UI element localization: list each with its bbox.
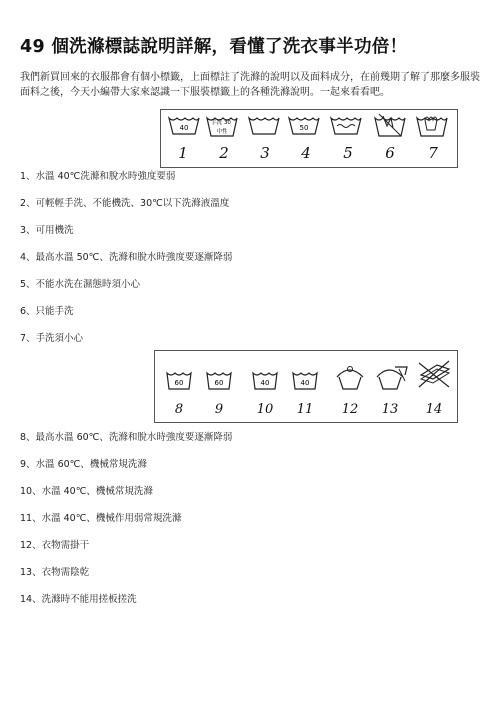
care-symbols-figure-1 — [160, 109, 458, 168]
wash-tub-wavy-icon — [331, 118, 361, 134]
hang-dry-icon — [337, 367, 363, 390]
wash-tub-50-icon — [289, 118, 319, 134]
svg-text:60: 60 — [214, 379, 224, 387]
list-item: 11、水溫 40℃、機械作用弱常規洗滌 — [20, 513, 182, 524]
figure-number-label: 5 — [343, 144, 353, 162]
list-item: 14、洗滌時不能用搓板搓洗 — [20, 594, 137, 605]
list-item: 4、最高水溫 50℃、洗滌和脫水時強度要逐漸降弱 — [20, 252, 233, 263]
intro-paragraph: 我們新買回來的衣服都會有個小標籤，上面標註了洗滌的說明以及面料成分，在前幾期了解了那麼多服裝面料之後，今天小編帶大家來認識一下服裝標籤上的各種洗滌說明。一起來看看吧。 — [20, 72, 480, 98]
figure-number-label: 8 — [174, 402, 184, 417]
page-title: 49 個洗滌標誌說明詳解，看懂了洗衣事半功倍！ — [20, 37, 408, 57]
shade-dry-icon — [377, 367, 407, 389]
list-item: 12、衣物需掛干 — [20, 540, 90, 551]
list-item: 3、可用機洗 — [20, 225, 74, 236]
figure-number-label: 13 — [381, 402, 399, 417]
care-symbols-figure-2 — [154, 350, 458, 423]
svg-text:40: 40 — [260, 379, 270, 387]
wash-tub-40-icon — [169, 118, 199, 134]
figure-number-label: 12 — [341, 402, 359, 417]
list-item: 5、不能水洗在濕態時須小心 — [20, 279, 141, 290]
figure-number-label: 6 — [385, 144, 395, 162]
wash-tub-40-icon — [293, 373, 317, 389]
svg-text:50: 50 — [299, 124, 309, 132]
svg-text:40: 40 — [300, 379, 310, 387]
figure-number-label: 10 — [256, 402, 274, 417]
svg-text:手洗 30: 手洗 30 — [211, 120, 231, 126]
do-not-wash-hand-icon — [375, 114, 405, 136]
wash-tub-40-icon — [253, 373, 277, 389]
wash-tub-plain-icon — [249, 118, 279, 134]
svg-text:40: 40 — [179, 124, 189, 132]
wash-tub-60-icon — [207, 373, 231, 389]
list-item: 2、可輕輕手洗、不能機洗、30℃以下洗滌液溫度 — [20, 198, 230, 209]
svg-text:60: 60 — [174, 379, 184, 387]
figure-number-label: 4 — [301, 144, 311, 162]
figure-number-label: 14 — [425, 402, 443, 417]
list-item: 8、最高水溫 60℃、洗滌和脫水時強度要逐漸降弱 — [20, 432, 233, 443]
hand-wash-care-icon — [417, 117, 447, 136]
svg-text:中性: 中性 — [216, 129, 228, 135]
list-item: 9、水溫 60℃、機械常規洗滌 — [20, 459, 147, 470]
figure-number-label: 9 — [214, 402, 224, 417]
list-item: 7、手洗須小心 — [20, 333, 84, 344]
list-item: 10、水溫 40℃、機械常規洗滌 — [20, 486, 153, 497]
figure-number-label: 7 — [428, 144, 438, 162]
figure-number-label: 1 — [178, 144, 188, 162]
figure-number-label: 3 — [260, 144, 270, 162]
wash-tub-hand-icon — [207, 118, 237, 136]
list-item: 6、只能手洗 — [20, 306, 74, 317]
list-item: 1、水溫 40℃洗滌和脫水時強度要弱 — [20, 171, 176, 182]
wash-tub-60-icon — [167, 373, 191, 389]
list-item: 13、衣物需陰乾 — [20, 567, 90, 578]
no-washboard-icon — [419, 361, 449, 387]
figure-number-label: 2 — [219, 144, 229, 162]
figure-number-label: 11 — [296, 402, 314, 417]
